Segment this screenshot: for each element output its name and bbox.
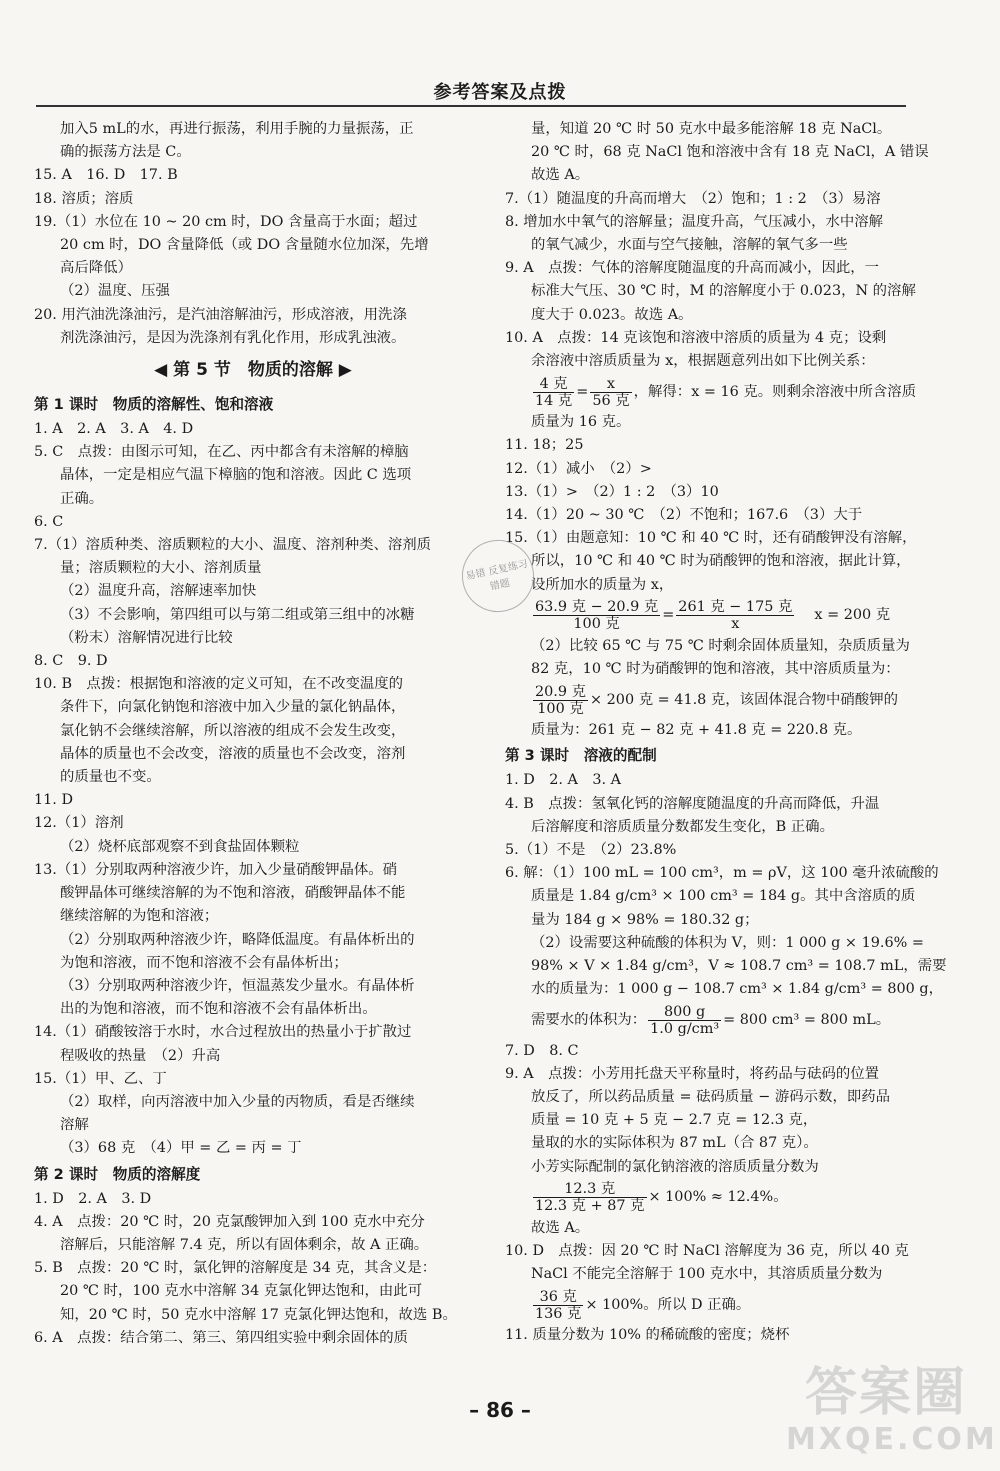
header-rule (36, 105, 906, 107)
l1-answer-14-line-2: 程吸收的热量 （2）升高 (60, 1047, 221, 1064)
l3-answer-9-line-4: 量取的水的实际体积为 87 mL（合 87 克）。 (531, 1135, 818, 1152)
r-cont-line-2: 20 ℃ 时，68 克 NaCl 饱和溶液中含有 18 克 NaCl，A 错误 (531, 144, 929, 161)
r-answer-15-p2-line-1: （2）比较 65 ℃ 与 75 ℃ 时剩余固体质量知，杂质质量为 (531, 637, 910, 654)
formula-text: 需要水的体积为： (531, 1011, 647, 1028)
l1-answer-12-line-2: （2）烧杯底部观察不到食盐固体颗粒 (60, 838, 300, 855)
fraction-numerator: 63.9 克 − 20.9 克 (535, 599, 659, 616)
l1-answer-11: 11. D (34, 792, 73, 809)
l1-answer-10-line-1: 10. B 点拨：根据饱和溶液的定义可知，在不改变温度的 (34, 676, 404, 693)
l3-answer-6-line-5: 98% × V × 1.84 g/cm³，V ≈ 108.7 cm³ = 108.7 mL，需要 (531, 958, 947, 975)
l1-answer-14-line-1: 14.（1）硝酸铵溶于水时，水合过程放出的热量小于扩散过 (34, 1024, 412, 1041)
l1-answer-13-line-4: （2）分别取两种溶液少许，略降低温度。有晶体析出的 (60, 931, 415, 948)
formula-text: × 100% ≈ 12.4%。 (648, 1189, 788, 1206)
page-header-title: 参考答案及点拨 (433, 82, 567, 103)
answer-20-line-2: 剂洗涤油污，是因为洗涤剂有乳化作用，形成乳浊液。 (60, 329, 406, 346)
l1-answer-12-line-1: 12.（1）溶剂 (34, 815, 124, 832)
r-answer-9-line-1: 9. A 点拨：气体的溶解度随温度的升高而减小，因此，一 (505, 260, 880, 277)
fraction (590, 376, 631, 409)
fraction-numerator: 261 克 − 175 克 (678, 599, 793, 616)
l3-answer-6-formula (505, 1002, 917, 1040)
equals-sign: = (662, 607, 675, 624)
fraction-denominator: 56 克 (592, 392, 630, 409)
equals-sign: = (576, 383, 589, 400)
answer-15-17: 15. A 16. D 17. B (34, 167, 178, 184)
l1-answer-13-line-1: 13.（1）分别取两种溶液少许，加入少量硝酸钾晶体。硝 (34, 861, 398, 878)
stamp-image: 易错 反复练习 错题 (455, 533, 540, 618)
l2-answer-4-line-2: 溶解后，只能溶解 7.4 克，所以有固体剩余，故 A 正确。 (60, 1236, 429, 1253)
r-answer-10-line-1: 10. A 点拨：14 克该饱和溶液中溶质的质量为 4 克；设剩 (505, 329, 887, 346)
l1-answer-7-line-3: （2）温度升高，溶解速率加快 (60, 583, 257, 600)
fraction (648, 1004, 721, 1037)
l1-answer-13-line-6: （3）分别取两种溶液少许，恒温蒸发少量水。有晶体析 (60, 977, 415, 994)
right-column (505, 118, 947, 1348)
lesson-3-title: 第 3 课时 溶液的配制 (505, 747, 657, 765)
fraction (533, 1181, 647, 1214)
intro-line-2: 确的振荡方法是 C。 (60, 144, 191, 161)
fraction-numerator: 12.3 克 (533, 1181, 647, 1198)
r-cont-line-1: 量，知道 20 ℃ 时 50 克水中最多能溶解 18 克 NaCl。 (531, 121, 892, 137)
l1-answer-5-line-2: 晶体，一定是相应气温下樟脑的饱和溶液。因此 C 选项 (60, 467, 412, 484)
l3-answer-6-line-1: 6. 解：（1）100 mL = 100 cm³，m = ρV，这 100 毫升浓硫酸的 (505, 865, 939, 882)
fraction-denominator: 100 克 (573, 616, 620, 633)
fraction-numerator: x (590, 376, 631, 393)
fraction (676, 599, 794, 632)
r-answer-9-line-3: 度大于 0.023。故选 A。 (531, 306, 693, 323)
r-answer-15-line-3: 设所加水的质量为 x， (531, 576, 674, 593)
l3-answer-10-line-1: 10. D 点拨：因 20 ℃ 时 NaCl 溶解度为 36 克，所以 40 克 (505, 1242, 909, 1259)
l1-answer-8-9: 8. C 9. D (34, 653, 108, 670)
l1-answer-7-line-1: 7.（1）溶质种类、溶质颗粒的大小、温度、溶剂种类、溶剂质 (34, 537, 432, 554)
fraction (533, 599, 660, 632)
answer-20-line-1: 20. 用汽油洗涤油污，是汽油溶解油污，形成溶液，用洗涤 (34, 306, 407, 323)
fraction-denominator: x (731, 616, 740, 633)
l1-answer-13-line-2: 酸钾晶体可继续溶解的为不饱和溶液，硝酸钾晶体不能 (60, 885, 406, 902)
watermark-text: 答案圈 (804, 1363, 967, 1423)
l3-answer-9-line-2: 放反了，所以药品质量 = 砝码质量 − 游码示数，即药品 (531, 1088, 891, 1105)
r-answer-13: 13.（1）> （2）1 : 2 （3）10 (505, 483, 719, 500)
l2-answer-6-line-1: 6. A 点拨：结合第二、第三、第四组实验中剩余固体的质 (34, 1329, 409, 1346)
l2-answer-5-line-2: 20 ℃ 时，100 克水中溶解 34 克氯化钾达饱和，由此可 (60, 1283, 423, 1300)
l3-answer-6-line-2: 质量是 1.84 g/cm³ × 100 cm³ = 184 g。其中含溶质的质 (531, 888, 916, 905)
l1-answer-10-line-2: 条件下，向氯化钠饱和溶液中加入少量的氯化钠晶体， (60, 699, 406, 716)
r-answer-10-formula (505, 373, 917, 411)
left-column (34, 118, 472, 1350)
l1-answer-10-line-4: 晶体的质量也不会改变，溶液的质量也不会改变，溶剂 (60, 745, 406, 762)
answer-19-line-2: 20 cm 时，DO 含量降低（或 DO 含量随水位加深，先增 (60, 237, 429, 254)
r-answer-7: 7.（1）随温度的升高而增大 （2）饱和；1 : 2 （3）易溶 (505, 190, 881, 207)
fraction-denominator: 12.3 克 + 87 克 (535, 1198, 645, 1215)
fraction-numerator: 20.9 克 (535, 683, 587, 700)
fraction-numerator: 800 g (648, 1004, 721, 1021)
l2-answer-5-line-1: 5. B 点拨：20 ℃ 时，氯化钾的溶解度是 34 克，其含义是： (34, 1260, 437, 1277)
r-answer-15-line-2: 所以，10 ℃ 和 40 ℃ 时为硝酸钾的饱和溶液，据此计算， (531, 553, 911, 570)
l1-answer-7-line-4: （3）不会影响，第四组可以与第二组或第三组中的冰糖 (60, 606, 415, 623)
l1-answer-10-line-3: 氯化钠不会继续溶解，所以溶液的组成不会发生改变， (60, 722, 406, 739)
fraction-numerator: 36 克 (533, 1289, 583, 1306)
l3-answer-9-line-3: 质量 = 10 克 + 5 克 − 2.7 克 = 12.3 克， (531, 1112, 818, 1129)
l3-answer-4-line-1: 4. B 点拨：氢氧化钙的溶解度随温度的升高而降低，升温 (505, 795, 880, 812)
formula-text: × 200 克 = 41.8 克，该固体混合物中硝酸钾的 (590, 691, 898, 708)
l3-answer-5: 5.（1）不是 （2）23.8% (505, 842, 677, 859)
r-answer-15-p2-line-2: 82 克，10 ℃ 时为硝酸钾的饱和溶液，其中溶质质量为： (531, 661, 900, 678)
watermark-logo (786, 1363, 998, 1457)
r-answer-10-end: 质量为 16 克。 (531, 414, 631, 431)
r-answer-11: 11. 18；25 (505, 437, 584, 454)
l1-answer-13-line-5: 为饱和溶液，而不饱和溶液不会有晶体析出； (60, 954, 348, 971)
formula-text: ，解得：x = 16 克。则剩余溶液中所含溶质 (633, 383, 917, 400)
formula-text: = 800 cm³ = 800 mL。 (723, 1011, 891, 1028)
l3-answer-9-formula (505, 1179, 917, 1217)
r-cont-line-3: 故选 A。 (531, 167, 590, 184)
l1-answer-15-line-2: （2）取样，向丙溶液中加入少量的丙物质，看是否继续 (60, 1093, 415, 1110)
fraction-denominator: 14 克 (535, 392, 573, 409)
page-number: – 86 – (469, 1398, 531, 1422)
r-answer-8-line-2: 的氧气减少，水面与空气接触，溶解的氧气多一些 (531, 237, 848, 254)
l3-answer-11: 11. 质量分数为 10% 的稀硫酸的密度；烧杯 (505, 1327, 790, 1344)
answer-19-line-4: （2）温度、压强 (60, 283, 170, 300)
r-answer-15-formula-2 (505, 681, 917, 719)
r-answer-12: 12.（1）减小 （2）> (505, 460, 652, 477)
l1-answer-6: 6. C (34, 513, 64, 530)
answer-18: 18. 溶质；溶质 (34, 190, 134, 207)
l3-answer-6-line-4: （2）设需要这种硫酸的体积为 V，则：1 000 g × 19.6% = (531, 934, 924, 951)
l1-answer-13-line-3: 继续溶解的为饱和溶液； (60, 908, 219, 925)
l3-answer-6-line-3: 量为 184 g × 98% = 180.32 g； (531, 911, 759, 928)
l3-answer-7-8: 7. D 8. C (505, 1042, 579, 1059)
r-answer-14: 14.（1）20 ~ 30 ℃ （2）不饱和；167.6 （3）大于 (505, 507, 863, 524)
fraction-denominator: 100 克 (537, 700, 584, 717)
l3-answer-4-line-2: 后溶解度和溶质质量分数都发生变化，B 正确。 (531, 818, 834, 835)
l1-answer-15-line-1: 15.（1）甲、乙、丁 (34, 1070, 167, 1087)
answer-19-line-1: 19.（1）水位在 10 ~ 20 cm 时，DO 含量高于水面；超过 (34, 213, 418, 230)
formula-result: x = 200 克 (814, 607, 891, 624)
r-answer-15-formula-1 (505, 597, 917, 635)
lesson-2-title: 第 2 课时 物质的溶解度 (34, 1165, 201, 1183)
intro-line-1: 加入5 mL的水，再进行振荡，利用手腕的力量振荡，正 (60, 121, 414, 137)
l3-answer-1-3: 1. D 2. A 3. A (505, 772, 622, 789)
l3-answer-10-line-2: NaCl 不能完全溶解于 100 克水中，其溶质质量分数为 (531, 1266, 883, 1283)
r-answer-15-end: 质量为：261 克 − 82 克 + 41.8 克 = 220.8 克。 (531, 722, 862, 739)
fraction-denominator: 1.0 g/cm³ (650, 1021, 720, 1037)
l1-answer-7-line-2: 量；溶质颗粒的大小、溶剂质量 (60, 560, 262, 577)
l2-answer-5-line-3: 知，20 ℃ 时，50 克水中溶解 17 克氯化钾达饱和，故选 B。 (60, 1306, 457, 1323)
formula-text: × 100%。所以 D 正确。 (585, 1296, 751, 1313)
l3-answer-9-line-1: 9. A 点拨：小芳用托盘天平称量时，将药品与砝码的位置 (505, 1065, 880, 1082)
l3-answer-9-end: 故选 A。 (531, 1219, 590, 1236)
watermark-url: MXQE.COM (786, 1422, 998, 1457)
l3-answer-9-line-5: 小芳实际配制的氯化钠溶液的溶质质量分数为 (531, 1158, 819, 1175)
lesson-1-title: 第 1 课时 物质的溶解性、饱和溶液 (34, 396, 274, 414)
l1-answer-5-line-1: 5. C 点拨：由图示可知，在乙、丙中都含有未溶解的樟脑 (34, 444, 409, 461)
l1-answer-13-line-7: 出的为饱和溶液，而不饱和溶液不会有晶体析出。 (60, 1001, 377, 1018)
fraction-denominator: 136 克 (535, 1305, 582, 1322)
l1-answer-5-line-3: 正确。 (60, 490, 104, 507)
l2-answer-1-3: 1. D 2. A 3. D (34, 1190, 152, 1207)
l2-answer-4-line-1: 4. A 点拨：20 ℃ 时，20 克氯酸钾加入到 100 克水中充分 (34, 1213, 425, 1230)
fraction (533, 1289, 583, 1322)
l3-answer-6-line-6: 水的质量为：1 000 g − 108.7 cm³ × 1.84 g/cm³ = 800 g， (531, 981, 943, 998)
l1-answer-7-line-5: （粉末）溶解情况进行比较 (60, 629, 233, 646)
answer-19-line-3: 高后降低） (60, 260, 132, 277)
section-title: ◀ 第 5 节 物质的溶解 ▶ (154, 360, 352, 381)
r-answer-15-line-1: 15.（1）由题意知：10 ℃ 和 40 ℃ 时，还有硝酸钾没有溶解， (505, 530, 917, 547)
fraction (533, 684, 588, 717)
l1-answer-15-line-3: 溶解 (60, 1117, 89, 1134)
l1-answer-15-line-4: （3）68 克 （4）甲 = 乙 = 丙 = 丁 (60, 1140, 302, 1157)
l1-answer-10-line-5: 的质量也不变。 (60, 769, 161, 786)
fraction-numerator: 4 克 (533, 376, 574, 393)
r-answer-10-line-2: 余溶液中溶质质量为 x，根据题意列出如下比例关系： (531, 353, 875, 370)
r-answer-8-line-1: 8. 增加水中氧气的溶解量；温度升高，气压减小，水中溶解 (505, 213, 884, 230)
r-answer-9-line-2: 标准大气压、30 ℃ 时，M 的溶解度小于 0.023，N 的溶解 (531, 283, 916, 300)
l1-answer-1-4: 1. A 2. A 3. A 4. D (34, 421, 194, 438)
l3-answer-10-formula (505, 1286, 917, 1324)
fraction (533, 376, 574, 409)
